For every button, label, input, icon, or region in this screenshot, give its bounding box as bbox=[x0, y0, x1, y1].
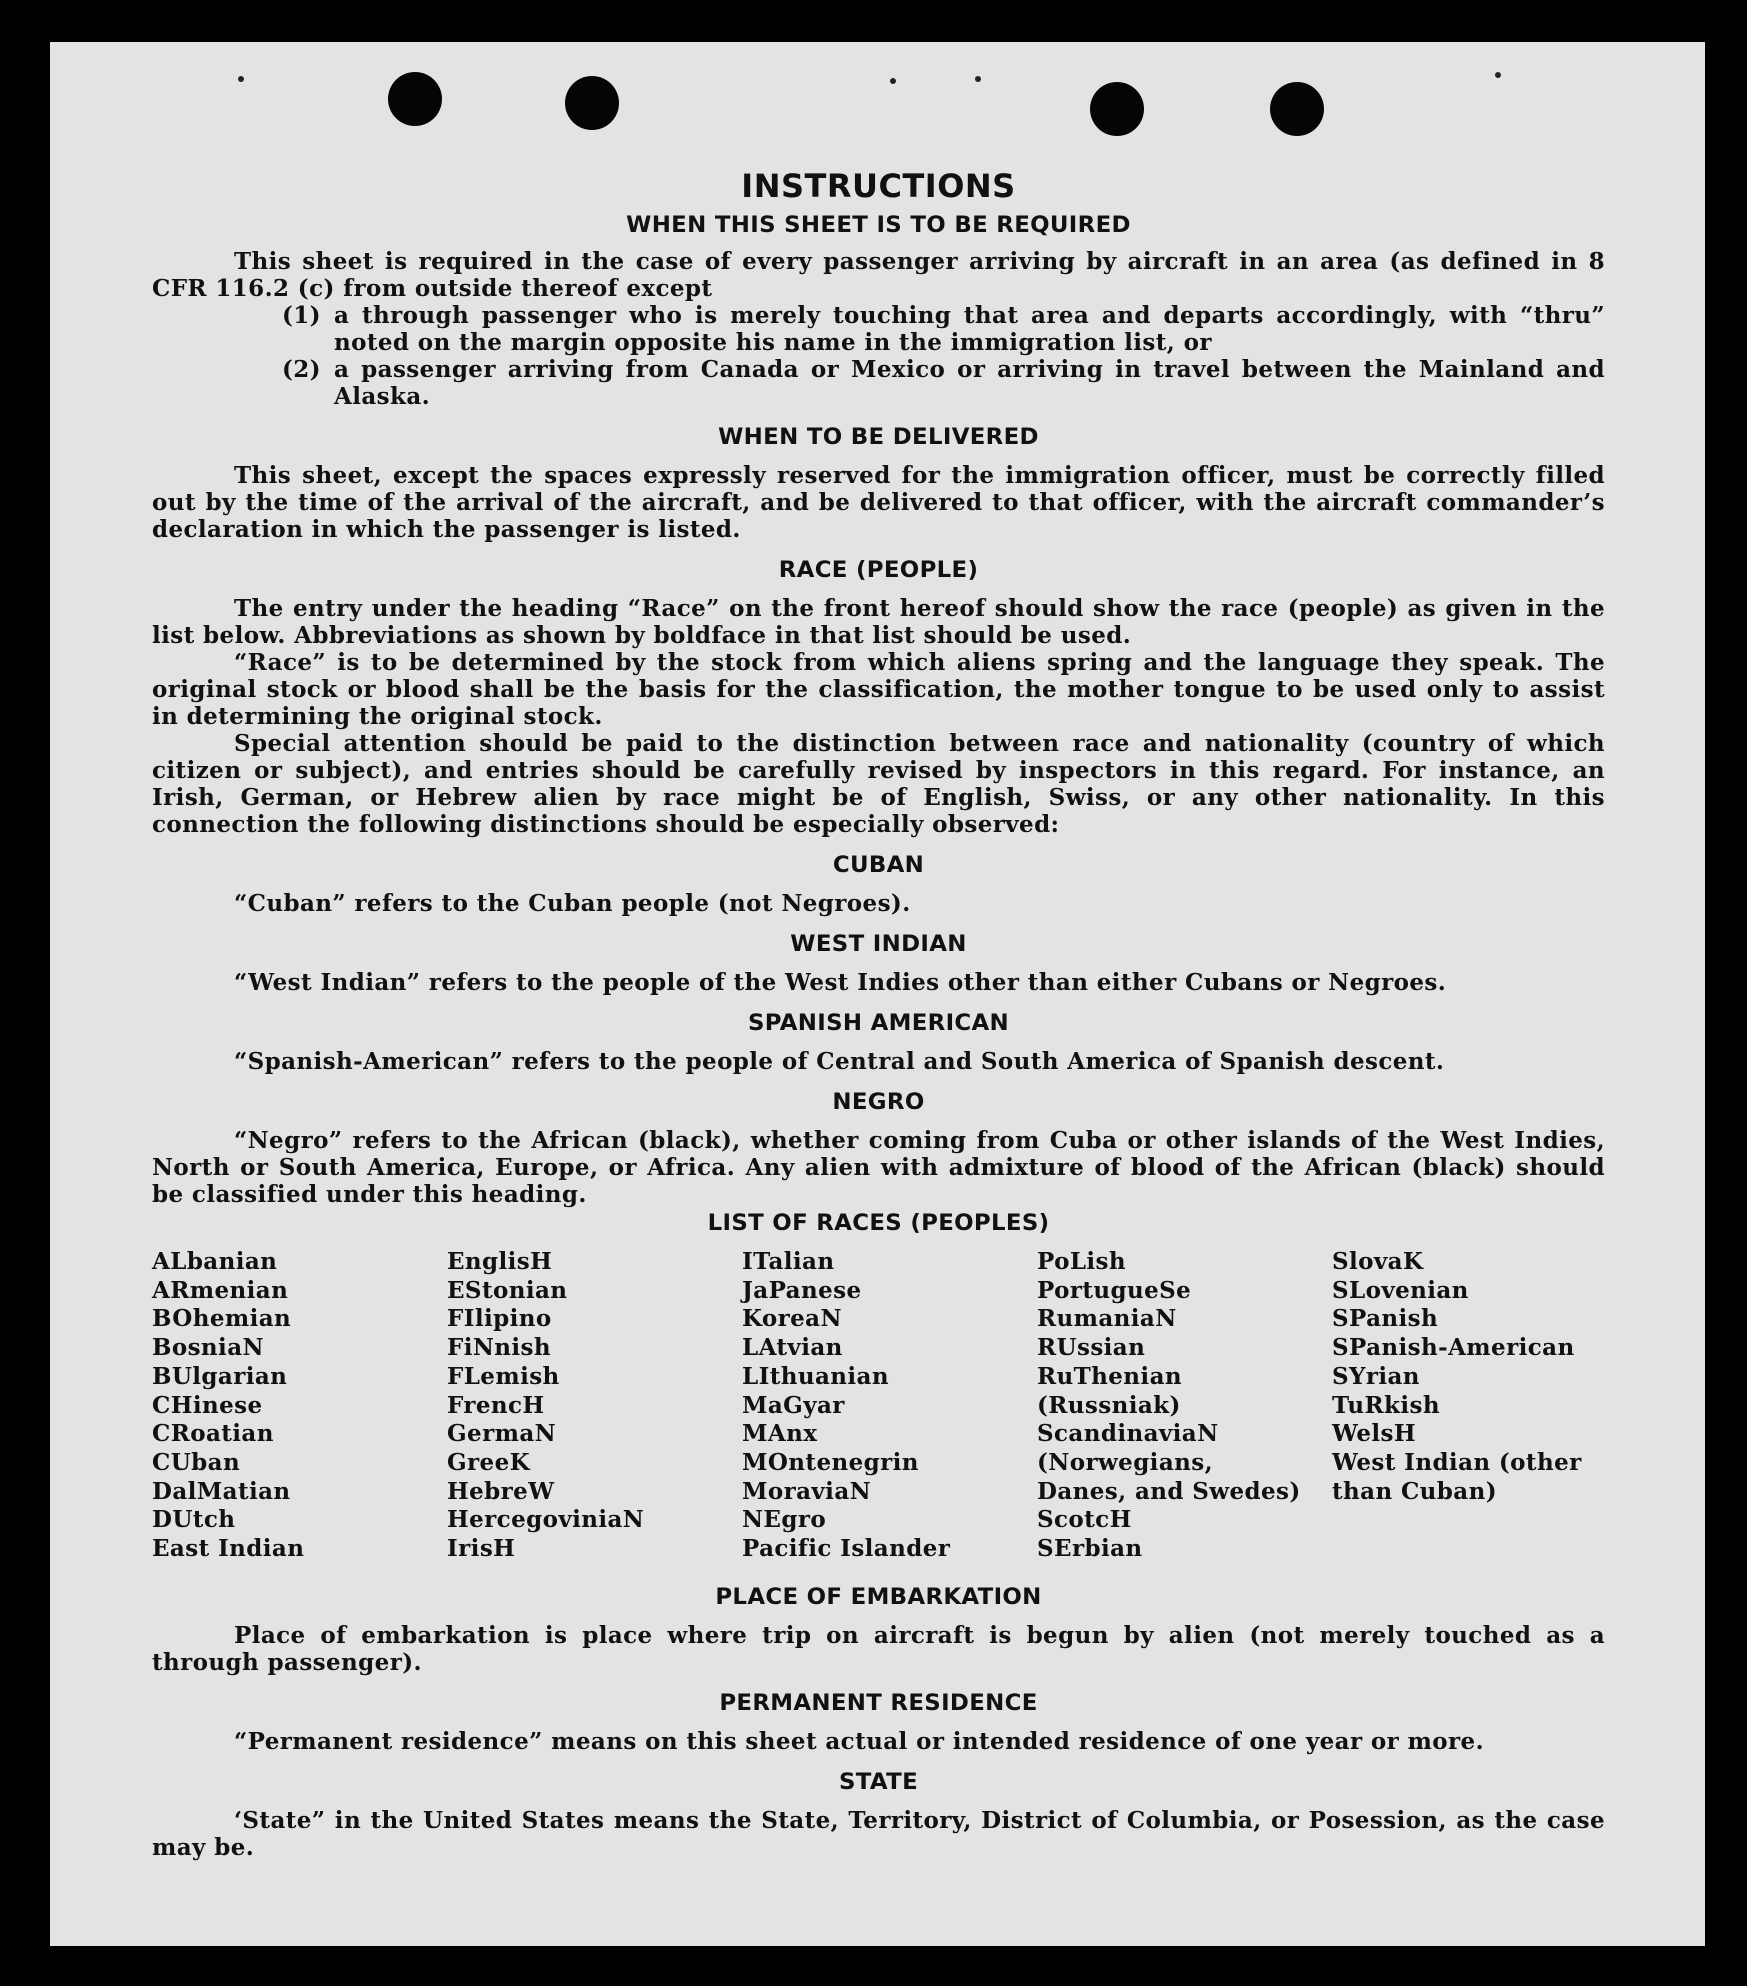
section-heading-negro: NEGRO bbox=[832, 1090, 925, 1115]
race-item: DalMatian bbox=[152, 1477, 291, 1505]
race-text: in that list should be used. bbox=[766, 622, 1132, 649]
state-paragraph: ‘State” in the United States means the State, Territory, District of Columbia, or Posession, as the case may be. bbox=[152, 1806, 1605, 1861]
races-list bbox=[152, 1248, 1605, 1564]
race-item: MAnx bbox=[742, 1420, 818, 1448]
instructions-content bbox=[152, 166, 1605, 1861]
page-title: INSTRUCTIONS bbox=[741, 167, 1016, 205]
section-heading-west-indian: WEST INDIAN bbox=[790, 932, 967, 957]
race-item: Pacific Islander bbox=[742, 1535, 951, 1563]
race-item: TuRkish bbox=[1332, 1391, 1440, 1419]
race-item: MOntenegrin bbox=[742, 1448, 919, 1476]
race-text-bold: boldface bbox=[653, 622, 767, 649]
west-indian-paragraph: “West Indian” refers to the people of the West Indies other than either Cubans or Negroes. bbox=[234, 969, 1447, 996]
spanish-american-paragraph: “Spanish-American” refers to the people of Central and South America of Spanish descent. bbox=[234, 1048, 1445, 1075]
race-item: SYrian bbox=[1332, 1362, 1420, 1390]
races-column bbox=[1037, 1248, 1332, 1564]
race-item: ARmenian bbox=[152, 1276, 289, 1304]
race-item: GreeK bbox=[447, 1448, 531, 1476]
race-paragraph-1 bbox=[152, 595, 1605, 649]
required-text-bold: except bbox=[626, 275, 713, 302]
race-item: LAtvian bbox=[742, 1334, 843, 1362]
races-column bbox=[447, 1248, 742, 1564]
section-heading-residence: PERMANENT RESIDENCE bbox=[719, 1690, 1038, 1716]
race-paragraph-2: “Race” is to be determined by the stock from which aliens spring and the language they speak. The original stock or blood shall be the basis for the classification, the mother tongue to be used only to assist in determining the original stock. bbox=[152, 649, 1605, 730]
race-item: CUban bbox=[152, 1448, 241, 1476]
race-item: PoLish bbox=[1037, 1248, 1126, 1275]
race-item: KoreaN bbox=[742, 1305, 842, 1333]
race-item: CHinese bbox=[152, 1391, 263, 1419]
section-heading-state: STATE bbox=[838, 1769, 919, 1795]
punch-hole bbox=[388, 72, 442, 126]
specks bbox=[238, 76, 244, 82]
specks bbox=[890, 78, 896, 84]
specks bbox=[975, 76, 981, 82]
races-column bbox=[152, 1248, 447, 1564]
specks bbox=[1495, 72, 1501, 78]
required-paragraph bbox=[152, 248, 1605, 302]
required-text: This sheet is required in the case of every passenger arriving by aircraft in an area (as defined in 8 CFR 116.2 (c) from outside thereof bbox=[152, 248, 1605, 302]
section-heading-required: WHEN THIS SHEET IS TO BE REQUIRED bbox=[626, 213, 1131, 238]
race-item: ALbanian bbox=[152, 1248, 278, 1275]
race-item: ITalian bbox=[742, 1248, 835, 1275]
race-item: MaGyar bbox=[742, 1391, 845, 1419]
races-column bbox=[1332, 1248, 1627, 1564]
item-number: (2) bbox=[282, 356, 321, 383]
race-item: BosniaN bbox=[152, 1334, 264, 1362]
punch-hole bbox=[1090, 82, 1144, 136]
race-item: RuThenian (Russniak) bbox=[1037, 1362, 1182, 1419]
race-item: FIlipino bbox=[447, 1305, 552, 1333]
punch-hole bbox=[565, 76, 619, 130]
race-item: PortugueSe bbox=[1037, 1276, 1192, 1304]
section-heading-spanish-american: SPANISH AMERICAN bbox=[747, 1011, 1009, 1036]
race-item: HebreW bbox=[447, 1477, 555, 1505]
race-item: GermaN bbox=[447, 1420, 557, 1448]
section-heading-delivered: WHEN TO BE DELIVERED bbox=[718, 425, 1039, 450]
section-heading-cuban: CUBAN bbox=[832, 853, 925, 878]
race-item: RumaniaN bbox=[1037, 1305, 1177, 1333]
race-item: West Indian (other than Cuban) bbox=[1332, 1448, 1582, 1505]
race-item: WelsH bbox=[1332, 1420, 1417, 1448]
item-text: a through passenger who is merely touching that area and departs accordingly, with “thru” noted on the margin opposite his name in the immigration list, or bbox=[334, 302, 1605, 356]
negro-paragraph: “Negro” refers to the African (black), whether coming from Cuba or other islands of the West Indies, North or South America, Europe, or Africa. Any alien with admixture of blood of the African (black) should be classified under this heading. bbox=[152, 1127, 1605, 1208]
race-item: FrencH bbox=[447, 1391, 545, 1419]
residence-paragraph: “Permanent residence” means on this sheet actual or intended residence of one year or more. bbox=[234, 1727, 1484, 1755]
punch-hole bbox=[1270, 82, 1324, 136]
list-item bbox=[282, 356, 1605, 410]
race-item: DUtch bbox=[152, 1506, 236, 1534]
cuban-paragraph: “Cuban” refers to the Cuban people (not Negroes). bbox=[234, 890, 911, 917]
list-item bbox=[282, 302, 1605, 356]
section-heading-list-of-races: LIST OF RACES (PEOPLES) bbox=[707, 1211, 1050, 1236]
race-item: BOhemian bbox=[152, 1305, 292, 1333]
race-item: SPanish bbox=[1332, 1305, 1439, 1333]
race-item: CRoatian bbox=[152, 1420, 274, 1448]
race-item: SPanish-American bbox=[1332, 1334, 1575, 1362]
races-column bbox=[742, 1248, 1037, 1564]
race-item: LIthuanian bbox=[742, 1362, 889, 1390]
race-item: FLemish bbox=[447, 1362, 560, 1390]
required-exceptions-list bbox=[282, 302, 1605, 410]
section-heading-race: RACE (PEOPLE) bbox=[778, 558, 979, 583]
item-number: (1) bbox=[282, 302, 321, 329]
race-item: NEgro bbox=[742, 1506, 827, 1534]
race-item: JaPanese bbox=[742, 1276, 862, 1304]
race-item: RUssian bbox=[1037, 1334, 1146, 1362]
race-item: BUlgarian bbox=[152, 1362, 288, 1390]
race-item: EStonian bbox=[447, 1276, 568, 1304]
race-item: ScotcH bbox=[1037, 1506, 1132, 1534]
embarkation-paragraph: Place of embarkation is place where trip on aircraft is begun by alien (not merely touched as a through passenger). bbox=[152, 1621, 1605, 1676]
race-text: The entry under the heading “Race” on the front hereof should show the race (people) as given in the list below. Abbreviations as shown by bbox=[152, 595, 1605, 649]
race-item: SlovaK bbox=[1332, 1248, 1424, 1275]
delivered-paragraph: This sheet, except the spaces expressly reserved for the immigration officer, must be correctly filled out by the time of the arrival of the aircraft, and be delivered to that officer, with the aircraft commander’s declaration in which the passenger is listed. bbox=[152, 462, 1605, 543]
race-item: HercegoviniaN bbox=[447, 1506, 645, 1534]
race-item: SLovenian bbox=[1332, 1276, 1469, 1304]
race-item: ScandinaviaN (Norwegians, Danes, and Swedes) bbox=[1037, 1420, 1301, 1505]
race-item: SErbian bbox=[1037, 1535, 1143, 1563]
race-item: IrisH bbox=[447, 1535, 516, 1563]
item-text: a passenger arriving from Canada or Mexico or arriving in travel between the Mainland and Alaska. bbox=[334, 356, 1605, 410]
race-item: FiNnish bbox=[447, 1334, 552, 1362]
race-item: MoraviaN bbox=[742, 1477, 872, 1505]
section-heading-embarkation: PLACE OF EMBARKATION bbox=[715, 1584, 1042, 1610]
race-item: EnglisH bbox=[447, 1248, 553, 1275]
race-item: East Indian bbox=[152, 1535, 305, 1563]
race-paragraph-3: Special attention should be paid to the distinction between race and nationality (country of which citizen or subject), and entries should be carefully revised by inspectors in this regard. For instance, an Irish, German, or Hebrew alien by race might be of English, Swiss, or any other nationality. In this connection the following distinctions should be especially observed: bbox=[152, 730, 1605, 838]
